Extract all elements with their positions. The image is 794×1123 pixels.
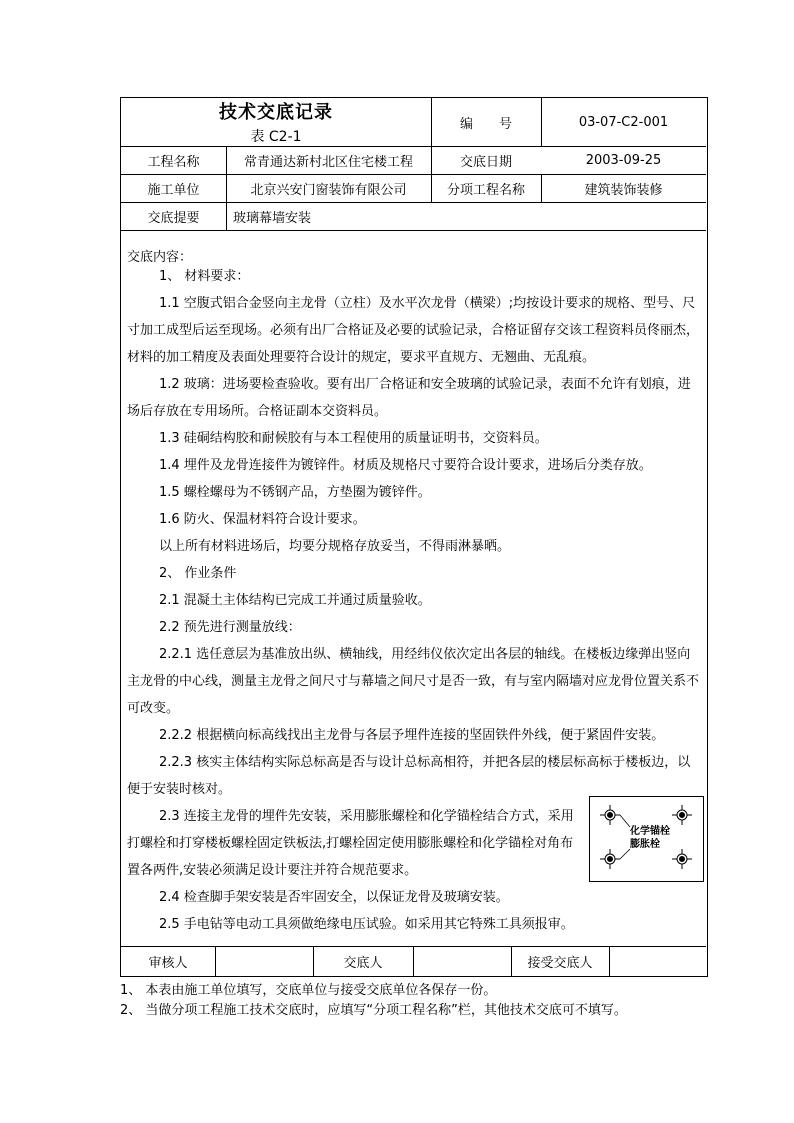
- section-materials: 1、 材料要求：: [159, 269, 250, 284]
- discloser-label: 交底人: [343, 955, 383, 971]
- expansion-bolt-icon: [600, 849, 620, 869]
- para-1-4: 1.4 埋件及龙骨连接件为镀锌件。材质及规格尺寸要符合设计要求，进场后分类存放。: [159, 458, 652, 473]
- para-1-6: 1.6 防火、保温材料符合设计要求。: [159, 512, 366, 527]
- para-1-1: 1.1 空腹式铝合金竖向主龙骨（立柱）及水平次龙骨（横梁）;均按设计要求的规格、型号、尺寸加工成型后运至现场。必须有出厂合格证及必要的试验记录，合格证留存交该工程资料员佟丽杰，材料的加工精度及表面处理要符合设计的规定，要求平直规方、无翘曲、无乱痕。: [127, 296, 700, 365]
- para-2-3: 2.3 连接主龙骨的埋件先安装，采用膨胀螺栓和化学锚栓结合方式，采用打螺栓和打穿楼板螺栓固定铁板法,打螺栓固定使用膨胀螺栓和化学锚栓对角布置各两件,安装必须满足设计要注并符合规范要求。: [127, 809, 574, 878]
- para-2-2: 2.2 预先进行测量放线：: [159, 620, 301, 635]
- project-name-label: 工程名称: [147, 154, 200, 170]
- contractor-value: 北京兴安门窗装饰有限公司: [250, 182, 407, 198]
- receiver-label: 接受交底人: [527, 955, 593, 971]
- para-1-2: 1.2 玻璃：进场要检查验收。要有出厂合格证和安全玻璃的试验记录，表面不允许有划痕，进场后存放在专用场所。合格证副本交资料员。: [127, 377, 691, 419]
- para-2-2-2: 2.2.2 根据横向标高线找出主龙骨与各层予埋件连接的坚固铁件外线，便于紧固件安装。: [159, 728, 665, 743]
- date-value: 2003-09-25: [585, 152, 662, 168]
- section-conditions: 2、 作业条件: [159, 566, 237, 581]
- para-2-5: 2.5 手电钻等电动工具须做绝缘电压试验。如采用其它特殊工具须报审。: [159, 917, 574, 932]
- anchor-bolt-icon: [600, 805, 620, 825]
- reviewer-signature[interactable]: [215, 946, 313, 976]
- summary-value: 玻璃幕墙安装: [233, 210, 312, 226]
- discloser-signature[interactable]: [413, 946, 511, 976]
- subproject-value: 建筑装饰装修: [584, 182, 663, 198]
- para-2-2-1: 2.2.1 选任意层为基准放出纵、横轴线，用经纬仪依次定出各层的轴线。在楼板边缘弹出竖向主龙骨的中心线，测量主龙骨之间尺寸与幕墙之间尺寸是否一致，有与室内隔墙对应龙骨位置关系不可改变。: [127, 647, 700, 716]
- para-1-7: 以上所有材料进场后，均要分规格存放妥当，不得雨淋暴晒。: [159, 539, 511, 554]
- chem-anchor-label: 化学锚栓: [630, 826, 670, 837]
- para-1-5: 1.5 螺栓螺母为不锈钢产品，方垫圈为镀锌件。: [159, 485, 431, 500]
- number-value: 03-07-C2-001: [578, 114, 669, 130]
- form-number: 表 C2-1: [250, 129, 302, 145]
- content-intro: 交底内容：: [127, 250, 193, 265]
- anchor-bolt-icon: [672, 805, 692, 825]
- para-2-4: 2.4 检查脚手架安装是否牢固安全，以保证龙骨及玻璃安装。: [159, 890, 509, 905]
- footer-note-1: 1、 本表由施工单位填写，交底单位与接受交底单位各保存一份。: [120, 983, 497, 998]
- number-label: 编 号: [459, 116, 512, 132]
- expansion-bolt-icon: [672, 849, 692, 869]
- summary-label: 交底提要: [147, 210, 200, 226]
- para-2-2-3: 2.2.3 核实主体结构实际总标高是否与设计总标高相符，并把各层的楼层标高标于楼板边，以便于安装时核对。: [127, 755, 691, 797]
- expansion-bolt-label: 膨胀栓: [630, 839, 660, 850]
- date-label: 交底日期: [459, 154, 512, 170]
- subproject-label: 分项工程名称: [446, 182, 525, 198]
- contractor-label: 施工单位: [147, 182, 200, 198]
- form-title: 技术交底记录: [219, 102, 333, 123]
- reviewer-label: 审核人: [148, 955, 188, 971]
- para-1-3: 1.3 硅硐结构胶和耐候胶有与本工程使用的质量证明书，交资料员。: [159, 431, 548, 446]
- receiver-signature[interactable]: [609, 946, 706, 976]
- footer-note-2: 2、 当做分项工程施工技术交底时，应填写“分项工程名称”栏，其他技术交底可不填写。: [120, 1003, 627, 1018]
- anchor-layout-diagram: [589, 796, 704, 882]
- project-name-value: 常青通达新村北区住宅楼工程: [243, 154, 413, 170]
- anchor-diagram-svg: [590, 797, 703, 881]
- para-2-1: 2.1 混凝土主体结构已完成工并通过质量验收。: [159, 593, 431, 608]
